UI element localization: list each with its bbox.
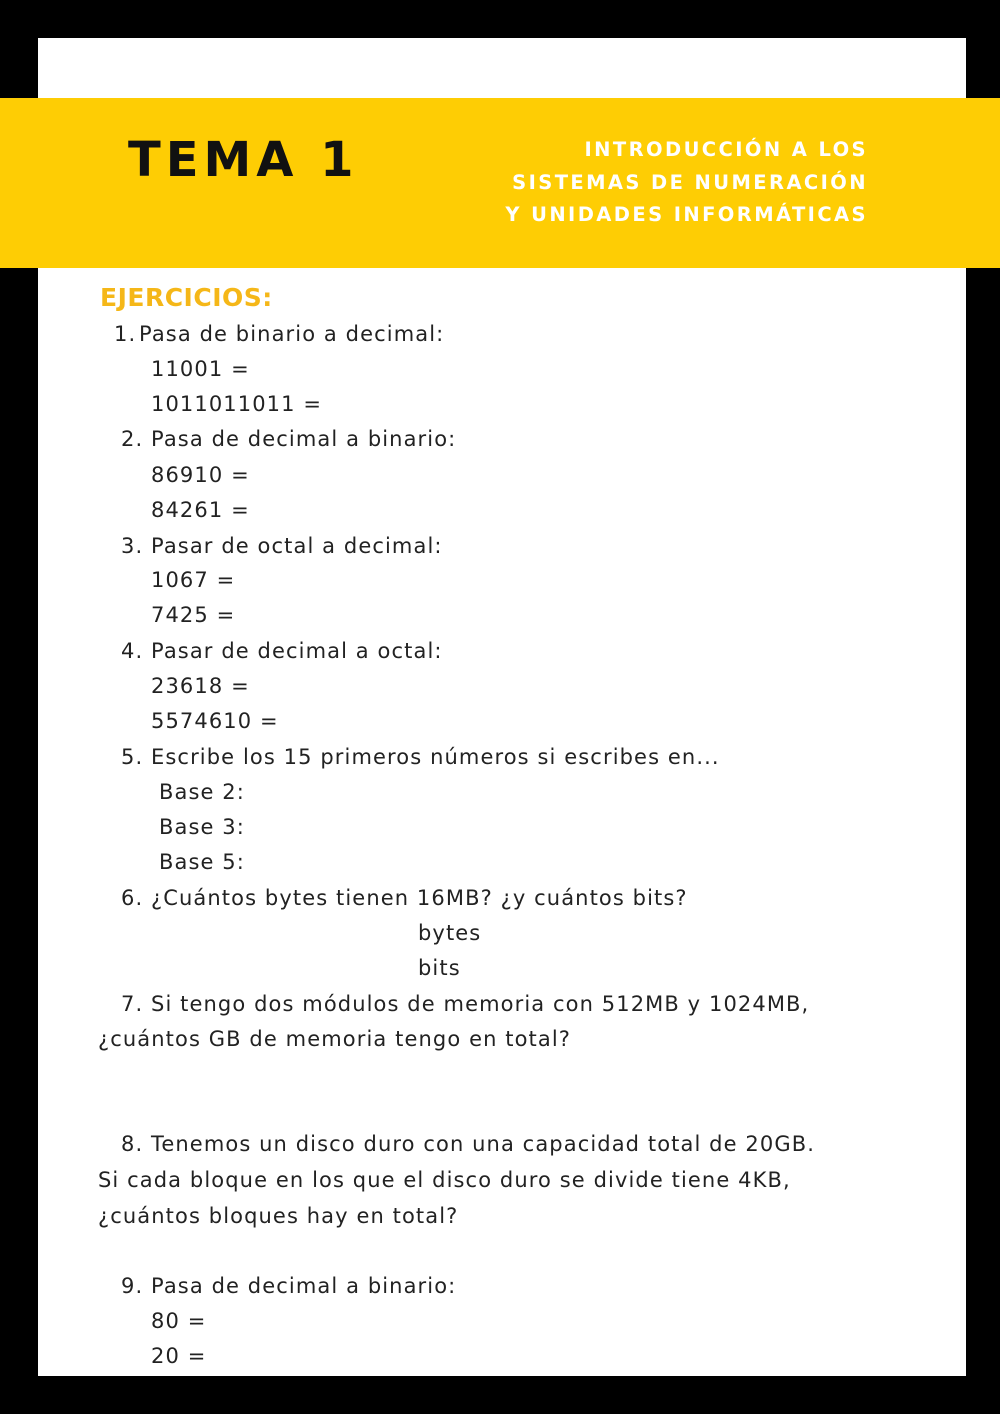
exercise-item: Base 2: xyxy=(159,780,245,804)
exercise-item: Base 5: xyxy=(159,850,245,874)
exercise-item: 7425 = xyxy=(151,603,236,627)
exercise-item: 23618 = xyxy=(151,674,250,698)
exercise-item: 11001 = xyxy=(151,357,250,381)
exercise-8-question-cont: Si cada bloque en los que el disco duro se divide tiene 4KB, xyxy=(98,1168,791,1192)
page-subtitle xyxy=(505,134,868,232)
exercise-7-question-cont: ¿cuántos GB de memoria tengo en total? xyxy=(98,1027,572,1051)
exercise-item: bytes xyxy=(418,921,482,945)
subtitle-line: Y UNIDADES INFORMÁTICAS xyxy=(505,203,868,226)
exercise-item: 20 = xyxy=(151,1344,207,1368)
exercise-8-question: 8. Tenemos un disco duro con una capacidad total de 20GB. xyxy=(121,1132,815,1156)
exercise-item: 5574610 = xyxy=(151,709,279,733)
exercise-7-question: 7. Si tengo dos módulos de memoria con 512MB y 1024MB, xyxy=(121,992,810,1016)
exercise-item: 80 = xyxy=(151,1309,207,1333)
exercise-item: bits xyxy=(418,956,461,980)
subtitle-line: SISTEMAS DE NUMERACIÓN xyxy=(512,170,868,194)
exercise-4-question: 4. Pasar de decimal a octal: xyxy=(121,639,443,663)
exercise-3-question: 3. Pasar de octal a decimal: xyxy=(121,534,443,558)
exercise-1-number: 1. xyxy=(114,322,137,346)
exercise-9-question: 9. Pasa de decimal a binario: xyxy=(121,1274,457,1298)
exercise-5-question: 5. Escribe los 15 primeros números si escribes en... xyxy=(121,745,720,769)
exercise-item: 1011011011 = xyxy=(151,392,323,416)
exercise-item: 86910 = xyxy=(151,463,250,487)
subtitle-line: INTRODUCCIÓN A LOS xyxy=(584,138,868,161)
exercise-item: 1067 = xyxy=(151,568,236,592)
exercise-item: Base 3: xyxy=(159,815,245,839)
exercise-6-question: 6. ¿Cuántos bytes tienen 16MB? ¿y cuántos bits? xyxy=(121,886,688,910)
exercise-1-question: Pasa de binario a decimal: xyxy=(139,322,445,346)
exercise-2-question: 2. Pasa de decimal a binario: xyxy=(121,427,457,451)
section-title: EJERCICIOS: xyxy=(100,283,273,312)
exercise-item: 84261 = xyxy=(151,498,250,522)
exercise-8-question-cont: ¿cuántos bloques hay en total? xyxy=(98,1204,459,1228)
page-title: TEMA 1 xyxy=(128,132,359,188)
